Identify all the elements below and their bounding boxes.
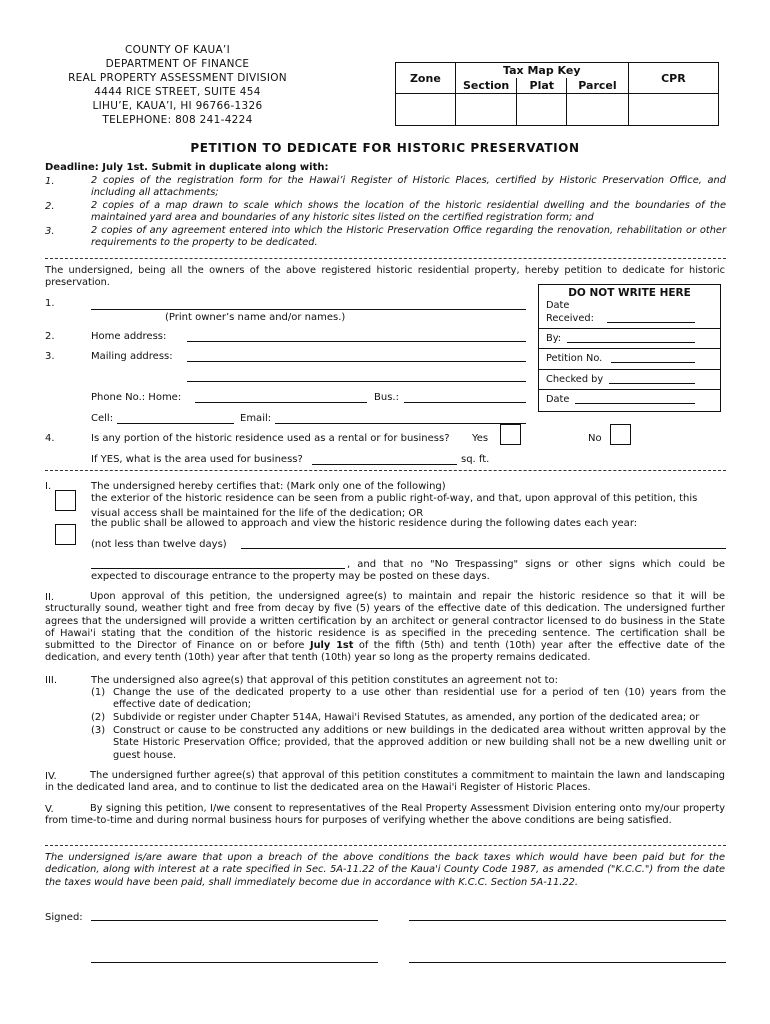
checked-by-label: Checked by bbox=[546, 374, 604, 385]
section3-item: Construct or cause to be constructed any additions or new buildings in the dedicated area without written approval by the State Historic Preservation Office; provided, that the approved addition or new building shall not be a new dwelling unit or guest house. bbox=[113, 725, 726, 761]
petition-no-field[interactable] bbox=[611, 362, 695, 363]
viewing-dates-field-2[interactable] bbox=[91, 568, 345, 569]
signs-text: , and that no "No Trespassing" signs or other signs which could be bbox=[347, 559, 725, 570]
section1-option1: the exterior of the historic residence can be seen from a public right-of-way, and that, upon approval of this petition, this bbox=[91, 493, 698, 504]
office-divider bbox=[539, 369, 720, 370]
item-number: 3. bbox=[45, 351, 55, 362]
divider bbox=[45, 845, 726, 846]
agency-header bbox=[50, 43, 305, 127]
section-number: IV. bbox=[45, 771, 57, 782]
home-address-label: Home address: bbox=[91, 331, 167, 342]
office-divider bbox=[539, 348, 720, 349]
by-label: By: bbox=[546, 333, 562, 344]
section1-option2: the public shall be allowed to approach and view the historic residence during the following dates each year: bbox=[91, 518, 638, 529]
signs-text-cont: expected to discourage entrance to the property may be posted on these days. bbox=[91, 571, 490, 582]
received-label: Received: bbox=[546, 313, 594, 324]
tmk-plat-field[interactable] bbox=[517, 94, 567, 126]
breach-notice: The undersigned is/are aware that upon a breach of the above conditions the back taxes which would have been paid but for the dedication, along with interest at a rate specified in Sec. 5A-11.22 of the Kaua'i County Code 1987, as amended ("K.C.C.") from the date the taxes would have been paid, shall immediately become due in accordance with K.C.C. Section 5A-11.22. bbox=[45, 852, 725, 888]
phone-home-label: Phone No.: Home: bbox=[91, 392, 182, 403]
section2-text-a: Upon approval of this petition, the undersigned agree(s) to maintain and repair the historic residence so that it will be structurally sound, weather tight and free from decay by five (5) years of the effective date of this dedication. The undersigned further agrees that the undersigned will provide a written certification by an architect or general contractor licensed to do business in the State of Hawai'i stating that the condition of the historic residence is as specified in the preceding sentence. The certification shall be submitted to the Director of Finance on or before bbox=[45, 591, 725, 652]
section-number: III. bbox=[45, 675, 58, 686]
deadline-item-text: 2 copies of the registration form for the Hawai’i Register of Historic Places, certified by Historic Preservation Office, and including all attachments; bbox=[91, 175, 726, 199]
signed-label: Signed: bbox=[45, 912, 83, 923]
section5-text: By signing this petition, I/we consent to representatives of the Real Property Assessment Division entering onto my/our property from time-to-time and during normal business hours for purposes of verifying whether the above conditions are being satisfied. bbox=[45, 803, 725, 827]
signature-line-3[interactable] bbox=[91, 962, 378, 963]
petition-no-label: Petition No. bbox=[546, 353, 603, 364]
item-number: 2. bbox=[45, 331, 55, 342]
tmk-cpr-field[interactable] bbox=[628, 94, 718, 126]
checked-by-field[interactable] bbox=[609, 383, 695, 384]
divider bbox=[45, 258, 726, 259]
public-access-checkbox[interactable] bbox=[55, 524, 76, 545]
section-number: I. bbox=[45, 481, 52, 492]
business-area-field[interactable] bbox=[312, 464, 457, 465]
section1-option1-cont: visual access shall be maintained for the life of the dedication; OR bbox=[91, 508, 424, 519]
form-title: PETITION TO DEDICATE FOR HISTORIC PRESERVATION bbox=[190, 141, 580, 155]
header-line: COUNTY OF KAUA’I bbox=[125, 44, 230, 56]
date-received-label: Date bbox=[546, 300, 570, 311]
tmk-zone-header: Zone bbox=[396, 63, 456, 94]
cell-label: Cell: bbox=[91, 413, 114, 424]
no-checkbox[interactable] bbox=[610, 424, 631, 445]
office-date-field[interactable] bbox=[575, 403, 695, 404]
by-field[interactable] bbox=[567, 342, 695, 343]
section3-item: Change the use of the dedicated property to a use other than residential use for a period of ten (10) years from the effective date of dedication; bbox=[113, 687, 726, 711]
section2-text bbox=[45, 591, 725, 665]
deadline-item-num: 2. bbox=[45, 201, 55, 212]
public-view-checkbox[interactable] bbox=[55, 490, 76, 511]
tmk-parcel-header: Parcel bbox=[567, 78, 629, 94]
intro-text: The undersigned, being all the owners of the above registered historic residential property, hereby petition to dedicate for historic preservation. bbox=[45, 265, 725, 289]
deadline-item-text: 2 copies of a map drawn to scale which shows the location of the historic residential dwelling and the boundaries of the maintained yard area and boundaries of any historic sites listed on the certified registration form; and bbox=[91, 200, 726, 224]
list-num: (2) bbox=[91, 712, 106, 723]
rental-question: Is any portion of the historic residence used as a rental or for business? bbox=[91, 433, 450, 444]
mailing-address-field-2[interactable] bbox=[187, 381, 526, 382]
office-divider bbox=[539, 389, 720, 390]
section3-lead: The undersigned also agree(s) that approval of this petition constitutes an agreement not to: bbox=[91, 675, 558, 686]
section-number: II. bbox=[45, 592, 55, 603]
deadline-lead: Deadline: July 1st. Submit in duplicate along with: bbox=[45, 162, 329, 173]
owner-name-caption: (Print owner’s name and/or names.) bbox=[165, 312, 346, 323]
list-num: (1) bbox=[91, 687, 106, 698]
tmk-section-header: Section bbox=[455, 78, 517, 94]
phone-bus-label: Bus.: bbox=[374, 392, 399, 403]
header-line: DEPARTMENT OF FINANCE bbox=[105, 58, 250, 70]
deadline-item-text: 2 copies of any agreement entered into which the Historic Preservation Office regarding the renovation, rehabilitation or other requirements to the property to be dedicated. bbox=[91, 225, 726, 249]
deadline-item-num: 3. bbox=[45, 226, 55, 237]
header-line: 4444 RICE STREET, SUITE 454 bbox=[94, 86, 261, 98]
section3-item: Subdivide or register under Chapter 514A, Hawai'i Revised Statutes, as amended, any portion of the dedicated area; or bbox=[113, 712, 700, 723]
item-number: 4. bbox=[45, 433, 55, 444]
cell-field[interactable] bbox=[117, 423, 234, 424]
divider bbox=[45, 470, 726, 471]
office-divider bbox=[539, 328, 720, 329]
section-number: V. bbox=[45, 804, 54, 815]
mailing-address-field[interactable] bbox=[187, 361, 526, 362]
tmk-zone-field[interactable] bbox=[396, 94, 456, 126]
email-field[interactable] bbox=[275, 423, 526, 424]
tmk-plat-header: Plat bbox=[517, 78, 567, 94]
home-address-field[interactable] bbox=[187, 341, 526, 342]
office-date-label: Date bbox=[546, 394, 570, 405]
item-number: 1. bbox=[45, 298, 55, 309]
viewing-dates-field[interactable] bbox=[241, 548, 726, 549]
section2-deadline: July 1st bbox=[309, 640, 354, 652]
no-label: No bbox=[588, 433, 602, 444]
phone-bus-field[interactable] bbox=[404, 402, 526, 403]
header-line: TELEPHONE: 808 241-4224 bbox=[102, 114, 253, 126]
list-num: (3) bbox=[91, 725, 106, 736]
tmk-parcel-field[interactable] bbox=[567, 94, 629, 126]
header-line: LIHU’E, KAUA’I, HI 96766-1326 bbox=[92, 100, 263, 112]
signature-line-2[interactable] bbox=[409, 920, 726, 921]
signature-line-4[interactable] bbox=[409, 962, 726, 963]
email-label: Email: bbox=[240, 413, 272, 424]
tmk-title: Tax Map Key bbox=[455, 63, 628, 79]
yes-checkbox[interactable] bbox=[500, 424, 521, 445]
days-caption: (not less than twelve days) bbox=[91, 539, 227, 550]
signature-line-1[interactable] bbox=[91, 920, 378, 921]
tax-map-key-table bbox=[395, 62, 719, 126]
deadline-item-num: 1. bbox=[45, 176, 55, 187]
mailing-address-label: Mailing address: bbox=[91, 351, 173, 362]
office-use-box bbox=[538, 284, 721, 412]
sq-ft-label: sq. ft. bbox=[461, 454, 490, 465]
section1-lead: The undersigned hereby certifies that: (Mark only one of the following) bbox=[91, 481, 446, 492]
section2-text-b: of the fifth (5th) and tenth (10th) year after the effective date of the dedication, and every tenth (10th) year after that tenth (10th) year so long as the property remains dedicated. bbox=[45, 640, 725, 664]
office-use-title: DO NOT WRITE HERE bbox=[568, 287, 691, 299]
header-line: REAL PROPERTY ASSESSMENT DIVISION bbox=[68, 72, 287, 84]
business-area-question: If YES, what is the area used for business? bbox=[91, 454, 303, 465]
phone-home-field[interactable] bbox=[195, 402, 367, 403]
section4-text: The undersigned further agree(s) that approval of this petition constitutes a commitment to maintain the lawn and landscaping in the dedicated land area, and to continue to list the dedicated area on the Hawai'i Register of Historic Places. bbox=[45, 770, 725, 794]
yes-label: Yes bbox=[472, 433, 489, 444]
received-field[interactable] bbox=[607, 322, 695, 323]
owner-name-field[interactable] bbox=[91, 309, 526, 310]
tmk-cpr-header: CPR bbox=[628, 63, 718, 94]
tmk-section-field[interactable] bbox=[455, 94, 517, 126]
